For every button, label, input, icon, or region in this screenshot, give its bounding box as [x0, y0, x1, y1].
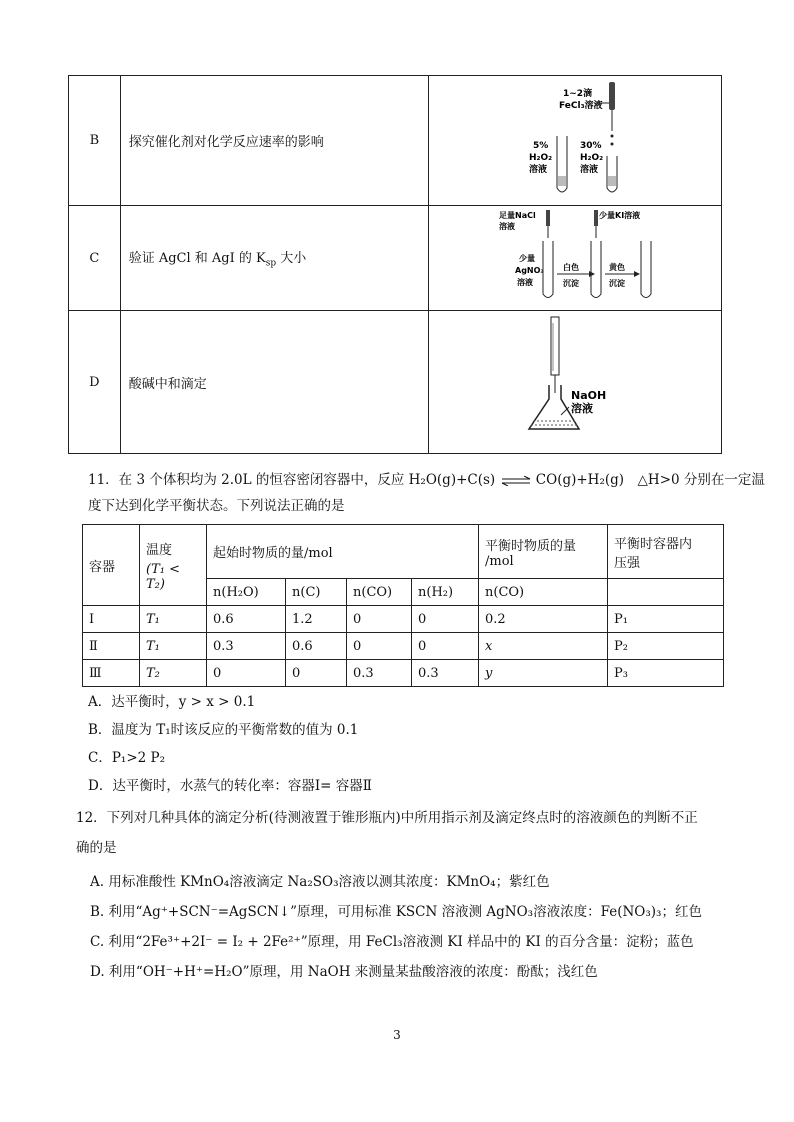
fig-b-left-c: 溶液 — [529, 165, 548, 175]
row-co: 0.3 — [347, 660, 412, 687]
row-c: 1.2 — [286, 606, 347, 633]
fig-b-left-a: 5% — [533, 141, 549, 151]
table-row — [83, 633, 724, 660]
q12-answer-d: D. 利用“OH⁻+H⁺=H₂O”原理，用 NaOH 来测量某盐酸溶液的浓度：酚酞；浅红色 — [90, 964, 598, 980]
q12-answer-c: C. 利用“2Fe³⁺+2I⁻ = I₂ + 2Fe²⁺”原理，用 FeCl₃溶液测 KI 样品中的 KI 的百分含量：淀粉；蓝色 — [90, 934, 694, 950]
row-temp: T₁ — [140, 633, 207, 660]
fig-b-right-b: H₂O₂ — [580, 153, 604, 163]
titration-figure — [429, 311, 722, 454]
titration-flask-figure — [429, 311, 719, 449]
row-id: Ⅲ — [83, 660, 140, 687]
q11-answer-c: C．P₁>2 P₂ — [88, 750, 166, 766]
fig-b-right-c: 溶液 — [580, 165, 599, 175]
row-eq-co: y — [479, 660, 608, 687]
option-label: C — [69, 206, 121, 311]
option-row-d — [69, 311, 722, 454]
sub-h2o: n(H₂O) — [207, 579, 286, 606]
q11-line2: 度下达到化学平衡状态。下列说法正确的是 — [88, 498, 345, 514]
row-pressure: P₃ — [608, 660, 724, 687]
row-h2: 0 — [412, 633, 479, 660]
row-eq-co: 0.2 — [479, 606, 608, 633]
row-co: 0 — [347, 633, 412, 660]
fig-c-d1a: 足量NaCl — [499, 211, 536, 220]
q11-line1: 11．在 3 个体积均为 2.0L 的恒容密闭容器中，反应 H₂O(g)+C(s) CO(g)+H₂(g) △H>0 分别在一定温 — [88, 472, 765, 488]
row-id: Ⅱ — [83, 633, 140, 660]
fig-b-left-b: H₂O₂ — [529, 153, 553, 163]
fig-c-t1b: AgNO₃ — [515, 266, 544, 275]
row-pressure: P₁ — [608, 606, 724, 633]
fig-d-l2: 溶液 — [571, 402, 594, 415]
row-h2o: 0 — [207, 660, 286, 687]
fig-c-t2b: 沉淀 — [563, 279, 580, 288]
fig-c-d1b: 溶液 — [499, 222, 516, 231]
q11-answer-d: D．达平衡时，水蒸气的转化率：容器Ⅰ= 容器Ⅱ — [88, 778, 372, 794]
q12-answer-a: A. 用标准酸性 KMnO₄溶液滴定 Na₂SO₃溶液以测其浓度：KMnO₄；紫红色 — [90, 874, 550, 890]
q11-answer-b: B．温度为 T₁时该反应的平衡常数的值为 0.1 — [88, 722, 359, 738]
table-row — [83, 660, 724, 687]
catalyst-test-tubes-figure — [429, 76, 719, 201]
q12-answer-b: B. 利用“Ag⁺+SCN⁻=AgSCN↓”原理，可用标准 KSCN 溶液测 AgNO₃溶液浓度：Fe(NO₃)₃；红色 — [90, 904, 702, 920]
row-temp: T₂ — [140, 660, 207, 687]
row-h2o: 0.3 — [207, 633, 286, 660]
fig-c-t1a: 少量 — [519, 254, 536, 263]
option-text: 酸碱中和滴定 — [120, 311, 428, 454]
catalyst-figure — [429, 76, 722, 206]
q12-line1: 12．下列对几种具体的滴定分析(待测液置于锥形瓶内)中所用指示剂及滴定终点时的溶液颜色的判断不正 — [76, 810, 698, 826]
fig-c-d2: 少量KI溶液 — [599, 211, 641, 220]
page-number: 3 — [393, 1028, 401, 1042]
header-eq-amount: 平衡时物质的量 /mol — [479, 525, 608, 579]
row-eq-co: x — [479, 633, 608, 660]
header-pressure: 平衡时容器内 压强 — [608, 525, 724, 579]
fig-c-t3b: 沉淀 — [609, 279, 626, 288]
options-table — [68, 75, 722, 454]
header-temp: 温度 (T₁ < T₂) — [140, 525, 207, 606]
fig-c-t2a: 白色 — [563, 263, 580, 272]
header-initial: 起始时物质的量/mol — [207, 525, 479, 579]
fig-c-t1c: 溶液 — [517, 278, 534, 287]
fig-b-top: 1~2滴 — [563, 89, 593, 99]
q11-answer-a: A．达平衡时，y > x > 0.1 — [88, 694, 256, 710]
row-c: 0.6 — [286, 633, 347, 660]
ksp-test-tubes-figure — [429, 206, 719, 306]
equilibrium-table — [82, 524, 724, 687]
fig-b-right-a: 30% — [580, 141, 602, 151]
fig-d-l1: NaOH — [571, 389, 607, 402]
fig-b-reagent: FeCl₃溶液 — [559, 101, 603, 111]
ksp-figure — [429, 206, 722, 311]
row-id: Ⅰ — [83, 606, 140, 633]
equilibrium-arrow-icon — [500, 476, 532, 486]
sub-pressure — [608, 579, 724, 606]
row-pressure: P₂ — [608, 633, 724, 660]
option-row-c — [69, 206, 722, 311]
fig-c-t3a: 黄色 — [609, 263, 626, 272]
sub-h2: n(H₂) — [412, 579, 479, 606]
option-text: 探究催化剂对化学反应速率的影响 — [120, 76, 428, 206]
option-row-b — [69, 76, 722, 206]
row-temp: T₁ — [140, 606, 207, 633]
option-label: B — [69, 76, 121, 206]
table-row — [83, 606, 724, 633]
option-label: D — [69, 311, 121, 454]
row-h2o: 0.6 — [207, 606, 286, 633]
q12-line2: 确的是 — [76, 840, 117, 856]
row-c: 0 — [286, 660, 347, 687]
option-text: 验证 AgCl 和 AgI 的 $K_{sp}$ 大小 — [120, 206, 428, 311]
sub-eq-co: n(CO) — [479, 579, 608, 606]
row-h2: 0.3 — [412, 660, 479, 687]
sub-co: n(CO) — [347, 579, 412, 606]
row-h2: 0 — [412, 606, 479, 633]
header-container: 容器 — [83, 525, 140, 606]
row-co: 0 — [347, 606, 412, 633]
sub-c: n(C) — [286, 579, 347, 606]
